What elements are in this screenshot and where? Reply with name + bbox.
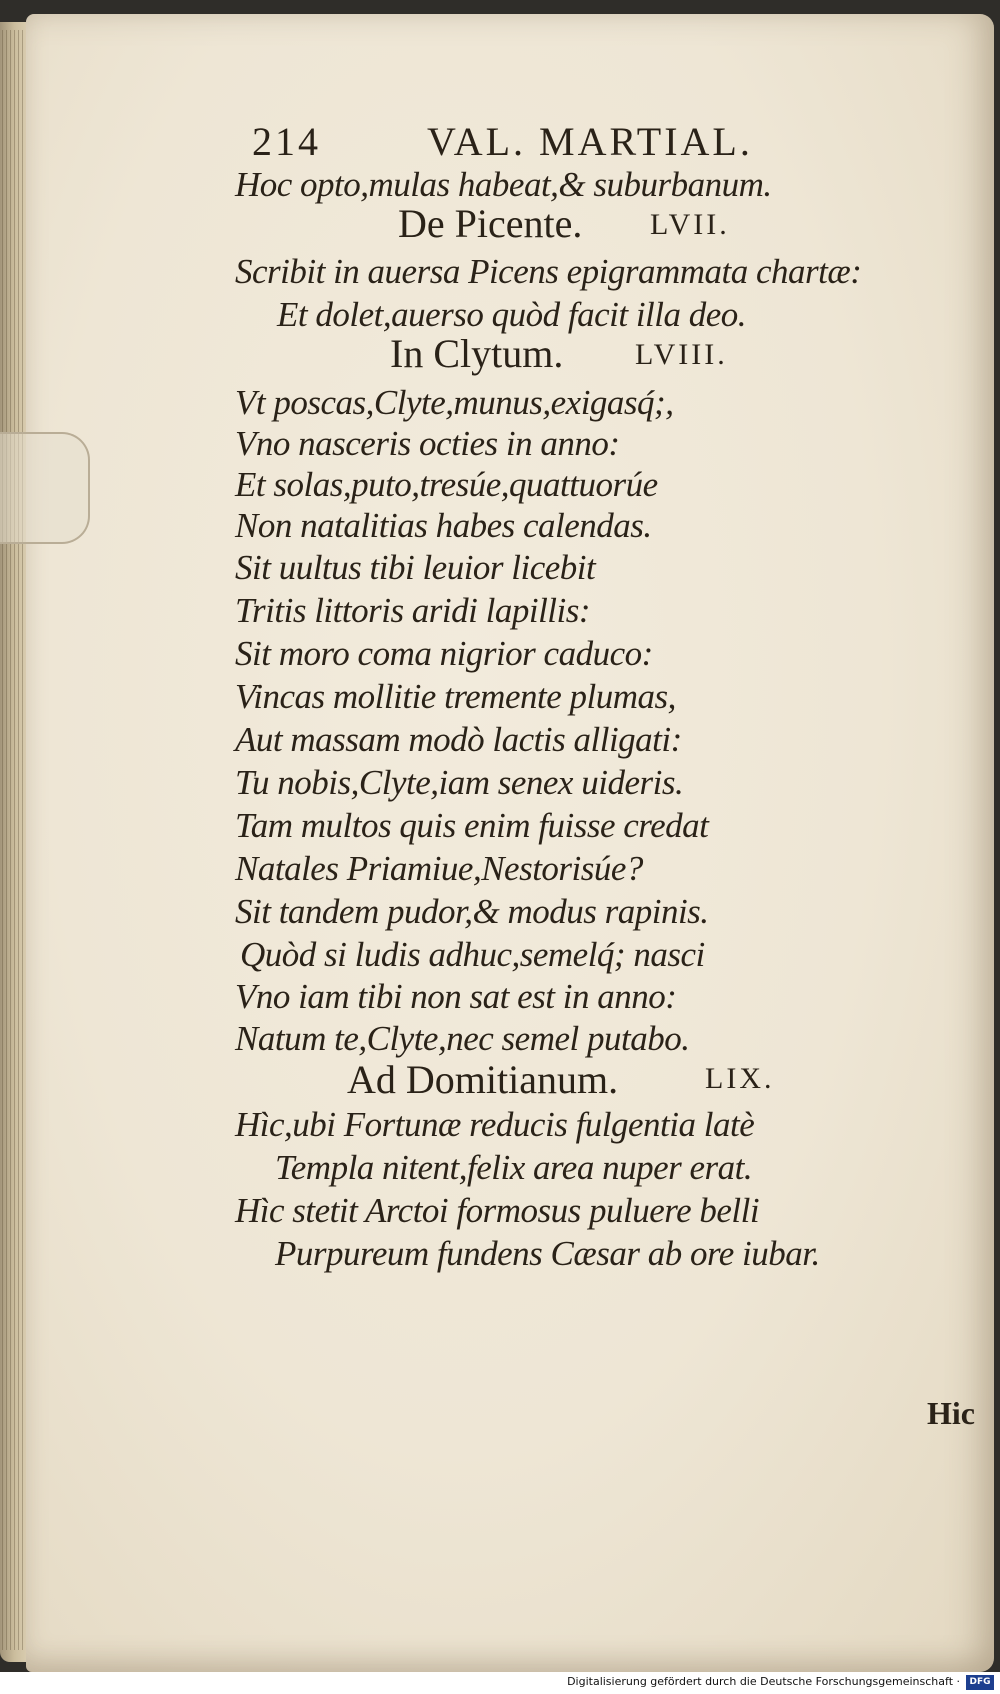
running-header — [252, 118, 832, 168]
catchword: Hic — [927, 1395, 975, 1431]
verse-line: Vincas mollitie tremente plumas, — [235, 677, 676, 716]
verse-line: Hoc opto,mulas habeat,& suburbanum. — [235, 165, 772, 204]
verse-line: Natum te,Clyte,nec semel putabo. — [235, 1019, 690, 1058]
verse-line: Vt poscas,Clyte,munus,exigasq́;, — [235, 383, 674, 422]
poem-heading: Ad Domitianum. — [347, 1057, 619, 1102]
page-number: 214 — [252, 119, 321, 164]
poem-numeral: LVII. — [650, 208, 730, 241]
verse-line: Hìc stetit Arctoi formosus puluere belli — [235, 1191, 760, 1230]
verse-line: Aut massam modò lactis alligati: — [235, 720, 682, 759]
poem-heading: In Clytum. — [390, 331, 564, 376]
verse-line: Tritis littoris aridi lapillis: — [235, 591, 591, 630]
footer-bar — [0, 1672, 1000, 1694]
verse-line: Non natalitias habes calendas. — [235, 506, 652, 545]
verse-line: Vno iam tibi non sat est in anno: — [235, 977, 677, 1016]
verse-line: Sit moro coma nigrior caduco: — [235, 634, 653, 673]
poem-numeral: LIX. — [705, 1062, 775, 1095]
verse-line: Templa nitent,felix area nuper erat. — [275, 1148, 753, 1187]
verse-line: Quòd si ludis adhuc,semelq́; nasci — [240, 935, 705, 974]
running-title: VAL. MARTIAL. — [427, 119, 753, 164]
verse-line: Natales Priamiue,Nestorisúe? — [235, 849, 643, 888]
poem-heading: De Picente. — [398, 201, 583, 246]
verse-line: Tu nobis,Clyte,iam senex uideris. — [235, 763, 684, 802]
verse-line: Sit uultus tibi leuior licebit — [235, 548, 596, 587]
footer-credit: Digitalisierung gefördert durch die Deutsche Forschungsgemeinschaft · — [567, 1675, 960, 1688]
verse-line: Et dolet,auerso quòd facit illa deo. — [277, 295, 747, 334]
verse-line: Et solas,puto,tresúe,quattuorúe — [235, 465, 658, 504]
verse-line: Scribit in auersa Picens epigrammata chartæ: — [235, 252, 862, 291]
dfg-logo: DFG — [966, 1675, 994, 1690]
poem-numeral: LVIII. — [635, 338, 728, 371]
verse-line: Tam multos quis enim fuisse credat — [235, 806, 709, 845]
verse-line: Purpureum fundens Cæsar ab ore iubar. — [275, 1234, 820, 1273]
verse-line: Sit tandem pudor,& modus rapinis. — [235, 892, 709, 931]
verse-line: Vno nasceris octies in anno: — [235, 424, 620, 463]
verse-line: Hìc,ubi Fortunæ reducis fulgentia latè — [235, 1105, 755, 1144]
